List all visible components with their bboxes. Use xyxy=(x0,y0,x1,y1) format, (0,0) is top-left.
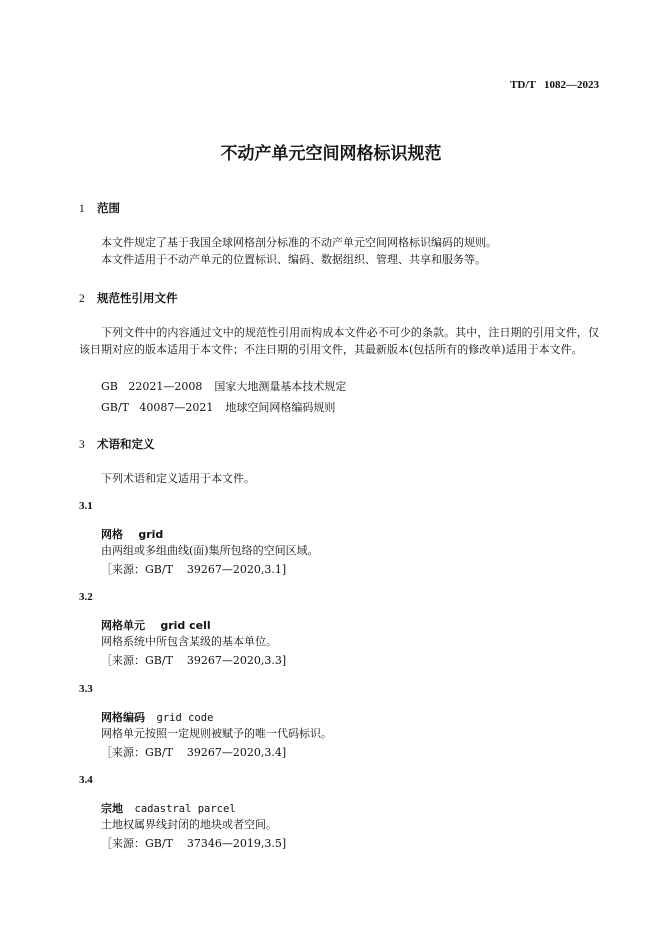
term-source xyxy=(101,652,286,669)
section-title: 术语和定义 xyxy=(97,437,155,451)
source-ref: 37346—2019,3.5] xyxy=(186,837,287,850)
term-heading xyxy=(101,800,236,816)
term-chinese: 网格 xyxy=(101,528,123,541)
source-prefix: ［来源：GB/T xyxy=(101,837,173,850)
term-definition: 网格单元按照一定规则被赋予的唯一代码标识。 xyxy=(101,727,332,740)
section-title: 范围 xyxy=(97,201,120,215)
source-prefix: ［来源：GB/T xyxy=(101,563,173,576)
term-heading xyxy=(101,526,163,542)
term-chinese: 宗地 xyxy=(101,802,123,815)
term-english: grid code xyxy=(156,712,214,724)
source-ref: 39267—2020,3.4] xyxy=(186,746,287,759)
scope-paragraph-1: 本文件规定了基于我国全球网格剖分标准的不动产单元空间网格标识编码的规则。 xyxy=(101,236,497,249)
reference-code: GB 22021—2008 xyxy=(101,380,203,393)
term-english: cadastral parcel xyxy=(134,803,236,815)
section-2-heading xyxy=(79,290,178,306)
term-heading xyxy=(101,709,213,725)
term-source xyxy=(101,835,286,852)
reference-code: GB/T 40087—2021 xyxy=(101,401,214,414)
term-definition: 网格系统中所包含某级的基本单位。 xyxy=(101,635,277,648)
term-source xyxy=(101,561,286,578)
terms-intro: 下列术语和定义适用于本文件。 xyxy=(101,472,255,485)
reference-title: 国家大地测量基本技术规定 xyxy=(214,380,347,393)
standard-number: TD/T 1082—2023 xyxy=(510,79,599,91)
section-title: 规范性引用文件 xyxy=(97,291,178,305)
term-heading xyxy=(101,617,211,633)
section-3-heading xyxy=(79,436,155,452)
source-prefix: ［来源：GB/T xyxy=(101,654,173,667)
term-english: grid cell xyxy=(160,619,211,632)
section-number: 1 xyxy=(79,203,85,215)
section-1-heading xyxy=(79,200,120,216)
term-chinese: 网格编码 xyxy=(101,711,145,724)
clause-number: 3.3 xyxy=(79,683,93,695)
term-definition: 由两组或多组曲线(面)集所包络的空间区域。 xyxy=(101,544,319,557)
scope-paragraph-2: 本文件适用于不动产单元的位置标识、编码、数据组织、管理、共享和服务等。 xyxy=(101,253,486,266)
reference-item xyxy=(101,399,335,415)
clause-number: 3.1 xyxy=(79,500,93,512)
normative-references-paragraph: 下列文件中的内容通过文中的规范性引用而构成本文件必不可少的条款。其中，注日期的引用文件，仅该日期对应的版本适用于本文件；不注日期的引用文件，其最新版本(包括所有的修改单)适用于本文件。 xyxy=(79,326,599,356)
section-number: 2 xyxy=(79,293,85,305)
term-definition: 土地权属界线封闭的地块或者空间。 xyxy=(101,818,277,831)
document-title: 不动产单元空间网格标识规范 xyxy=(220,144,442,164)
term-english: grid xyxy=(138,528,164,541)
section-number: 3 xyxy=(79,439,85,451)
clause-number: 3.4 xyxy=(79,774,93,786)
reference-item xyxy=(101,378,346,394)
clause-number: 3.2 xyxy=(79,591,93,603)
source-ref: 39267—2020,3.3] xyxy=(186,654,287,667)
term-chinese: 网格单元 xyxy=(101,619,145,632)
source-prefix: ［来源：GB/T xyxy=(101,746,173,759)
reference-title: 地球空间网格编码规则 xyxy=(225,401,336,414)
source-ref: 39267—2020,3.1] xyxy=(186,563,287,576)
term-source xyxy=(101,744,286,761)
